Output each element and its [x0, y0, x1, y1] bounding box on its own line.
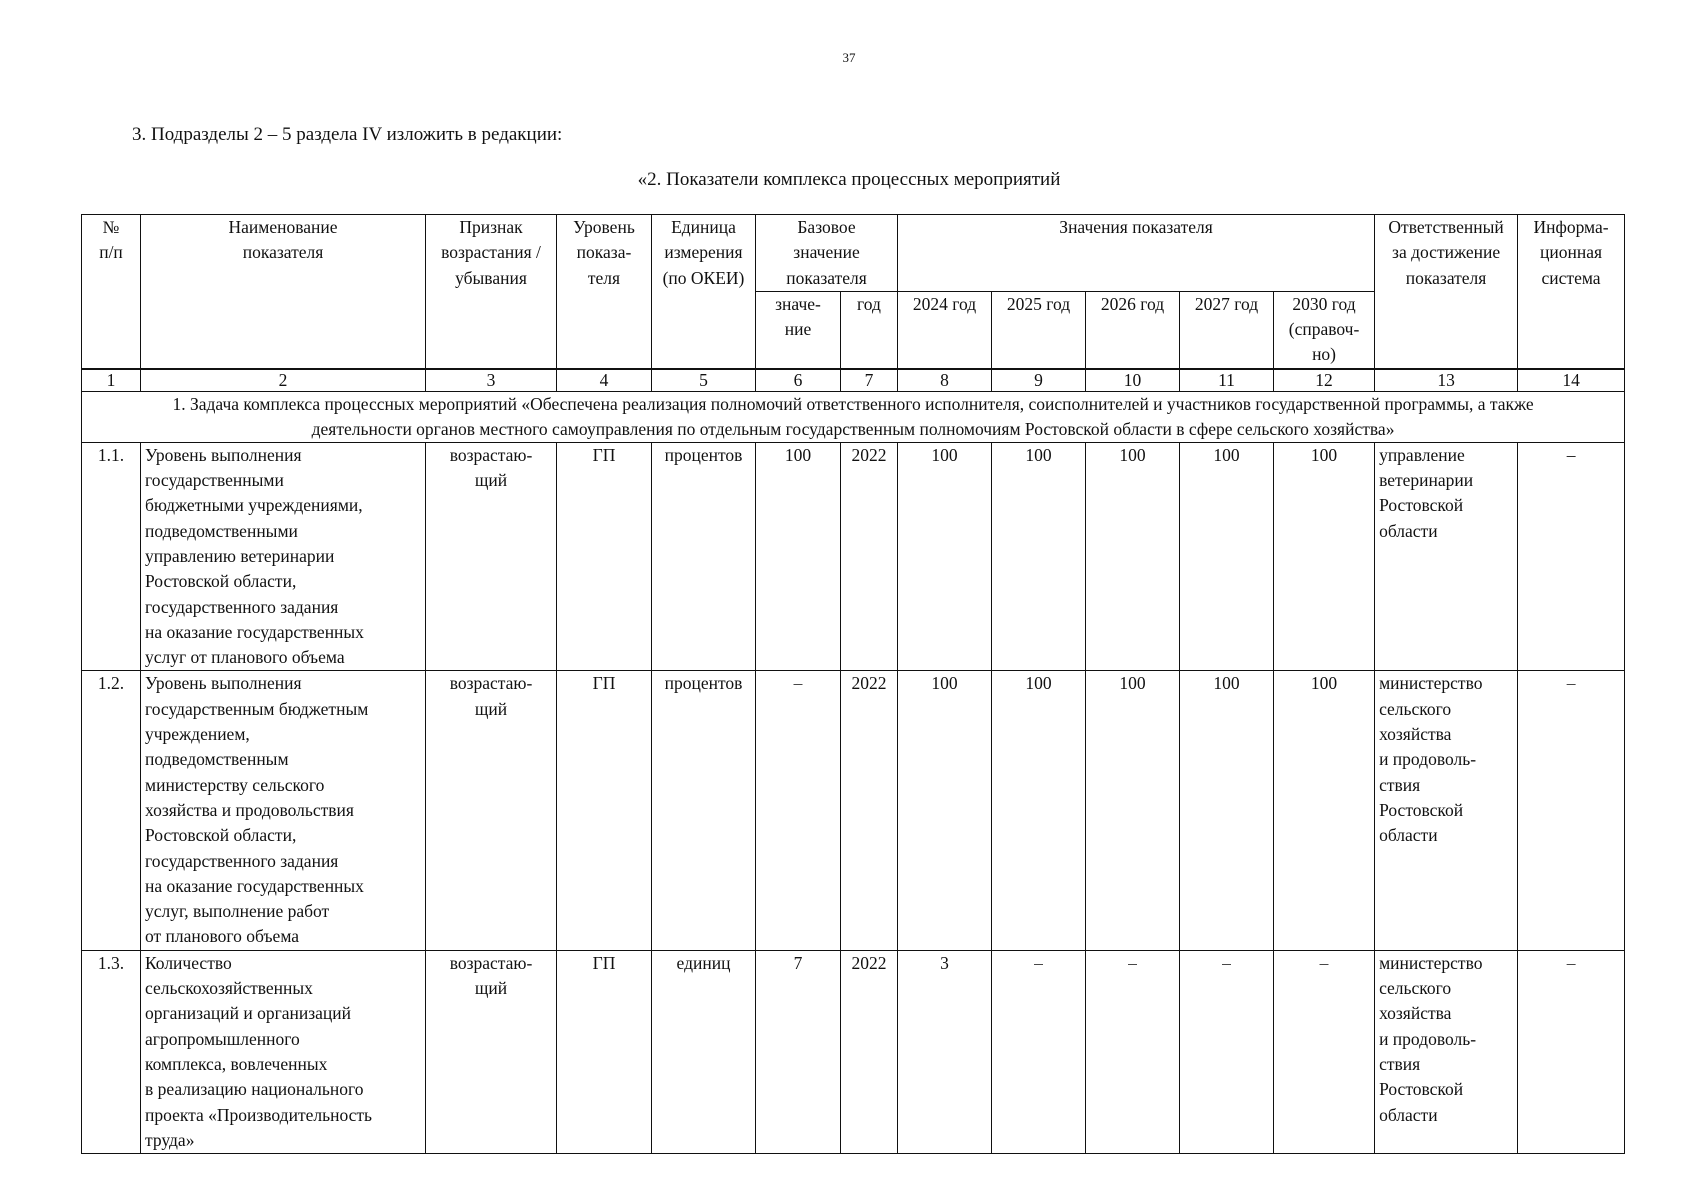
header-2024: 2024 год — [898, 291, 992, 368]
row-sign: возрастаю- щий — [426, 442, 557, 671]
header-sign: Признак возрастания / убывания — [426, 215, 557, 369]
column-numbers-row — [82, 369, 1625, 392]
column-number: 13 — [1375, 369, 1518, 392]
column-number: 2 — [141, 369, 426, 392]
row-level: ГП — [557, 950, 652, 1153]
section-heading: «2. Показатели комплекса процессных мероприятий — [637, 169, 1061, 190]
table-row — [82, 950, 1625, 1153]
row-responsible: министерство сельского хозяйства и продоволь- ствия Ростовской области — [1375, 671, 1518, 950]
row-name: Уровень выполнения государственным бюджетным учреждением, подведомственным министерству сельского хозяйства и продовольствия Ростовской области, государственного задания на оказание государственных услуг, выполнение работ от планового объема — [141, 671, 426, 950]
row-num: 1.3. — [82, 950, 141, 1153]
header-2025: 2025 год — [992, 291, 1086, 368]
row-2025: 100 — [992, 442, 1086, 671]
header-values: Значения показателя — [898, 215, 1375, 292]
row-2024: 100 — [898, 442, 992, 671]
row-base-year: 2022 — [841, 442, 898, 671]
header-row-1 — [82, 215, 1625, 292]
page-number: 37 — [842, 50, 856, 65]
intro-line: 3. Подразделы 2 – 5 раздела IV изложить в редакции: — [132, 124, 563, 145]
row-2027: – — [1180, 950, 1274, 1153]
row-sign: возрастаю- щий — [426, 671, 557, 950]
column-number: 12 — [1274, 369, 1375, 392]
header-responsible: Ответственный за достижение показателя — [1375, 215, 1518, 369]
header-num: № п/п — [82, 215, 141, 369]
row-name: Количество сельскохозяйственных организаций и организаций агропромышленного комплекса, вовлеченных в реализацию национального проекта «Производительность труда» — [141, 950, 426, 1153]
column-number: 7 — [841, 369, 898, 392]
table-row — [82, 671, 1625, 950]
row-num: 1.1. — [82, 442, 141, 671]
row-level: ГП — [557, 671, 652, 950]
table-row — [82, 442, 1625, 671]
column-number: 4 — [557, 369, 652, 392]
column-number: 3 — [426, 369, 557, 392]
row-level: ГП — [557, 442, 652, 671]
row-2030: – — [1274, 950, 1375, 1153]
row-responsible: министерство сельского хозяйства и продоволь- ствия Ростовской области — [1375, 950, 1518, 1153]
row-2026: – — [1086, 950, 1180, 1153]
column-number: 6 — [756, 369, 841, 392]
header-info-system: Информа- ционная система — [1518, 215, 1625, 369]
row-responsible: управление ветеринарии Ростовской области — [1375, 442, 1518, 671]
column-number: 9 — [992, 369, 1086, 392]
column-number: 10 — [1086, 369, 1180, 392]
row-base-year: 2022 — [841, 671, 898, 950]
header-base-value: значе- ние — [756, 291, 841, 368]
row-base-value: 100 — [756, 442, 841, 671]
row-num: 1.2. — [82, 671, 141, 950]
row-info-system: – — [1518, 442, 1625, 671]
indicators-table — [81, 214, 1625, 1154]
row-2030: 100 — [1274, 442, 1375, 671]
header-base: Базовое значение показателя — [756, 215, 898, 292]
column-number: 14 — [1518, 369, 1625, 392]
row-unit: единиц — [652, 950, 756, 1153]
header-level: Уровень показа- теля — [557, 215, 652, 369]
row-2030: 100 — [1274, 671, 1375, 950]
row-name: Уровень выполнения государственными бюджетными учреждениями, подведомственными управлению ветеринарии Ростовской области, государственного задания на оказание государственных услуг от планового объема — [141, 442, 426, 671]
header-2026: 2026 год — [1086, 291, 1180, 368]
row-2026: 100 — [1086, 442, 1180, 671]
header-2030: 2030 год (справоч- но) — [1274, 291, 1375, 368]
row-base-value: – — [756, 671, 841, 950]
row-sign: возрастаю- щий — [426, 950, 557, 1153]
column-number: 1 — [82, 369, 141, 392]
row-2025: – — [992, 950, 1086, 1153]
row-unit: процентов — [652, 671, 756, 950]
column-number: 8 — [898, 369, 992, 392]
header-2027: 2027 год — [1180, 291, 1274, 368]
row-2027: 100 — [1180, 671, 1274, 950]
task-title: 1. Задача комплекса процессных мероприятий «Обеспечена реализация полномочий ответственного исполнителя, соисполнителей и участников государственной программы, а также деятельности органов местного самоуправления по отдельным государственным полномочиям Ростовской области в сфере сельского хозяйства» — [82, 391, 1625, 442]
task-row — [82, 391, 1625, 442]
column-number: 11 — [1180, 369, 1274, 392]
column-number: 5 — [652, 369, 756, 392]
row-unit: процентов — [652, 442, 756, 671]
row-2025: 100 — [992, 671, 1086, 950]
header-name: Наименование показателя — [141, 215, 426, 369]
row-2026: 100 — [1086, 671, 1180, 950]
row-base-value: 7 — [756, 950, 841, 1153]
header-base-year: год — [841, 291, 898, 368]
header-unit: Единица измерения (по ОКЕИ) — [652, 215, 756, 369]
row-2024: 100 — [898, 671, 992, 950]
row-base-year: 2022 — [841, 950, 898, 1153]
row-2027: 100 — [1180, 442, 1274, 671]
row-info-system: – — [1518, 950, 1625, 1153]
row-2024: 3 — [898, 950, 992, 1153]
row-info-system: – — [1518, 671, 1625, 950]
